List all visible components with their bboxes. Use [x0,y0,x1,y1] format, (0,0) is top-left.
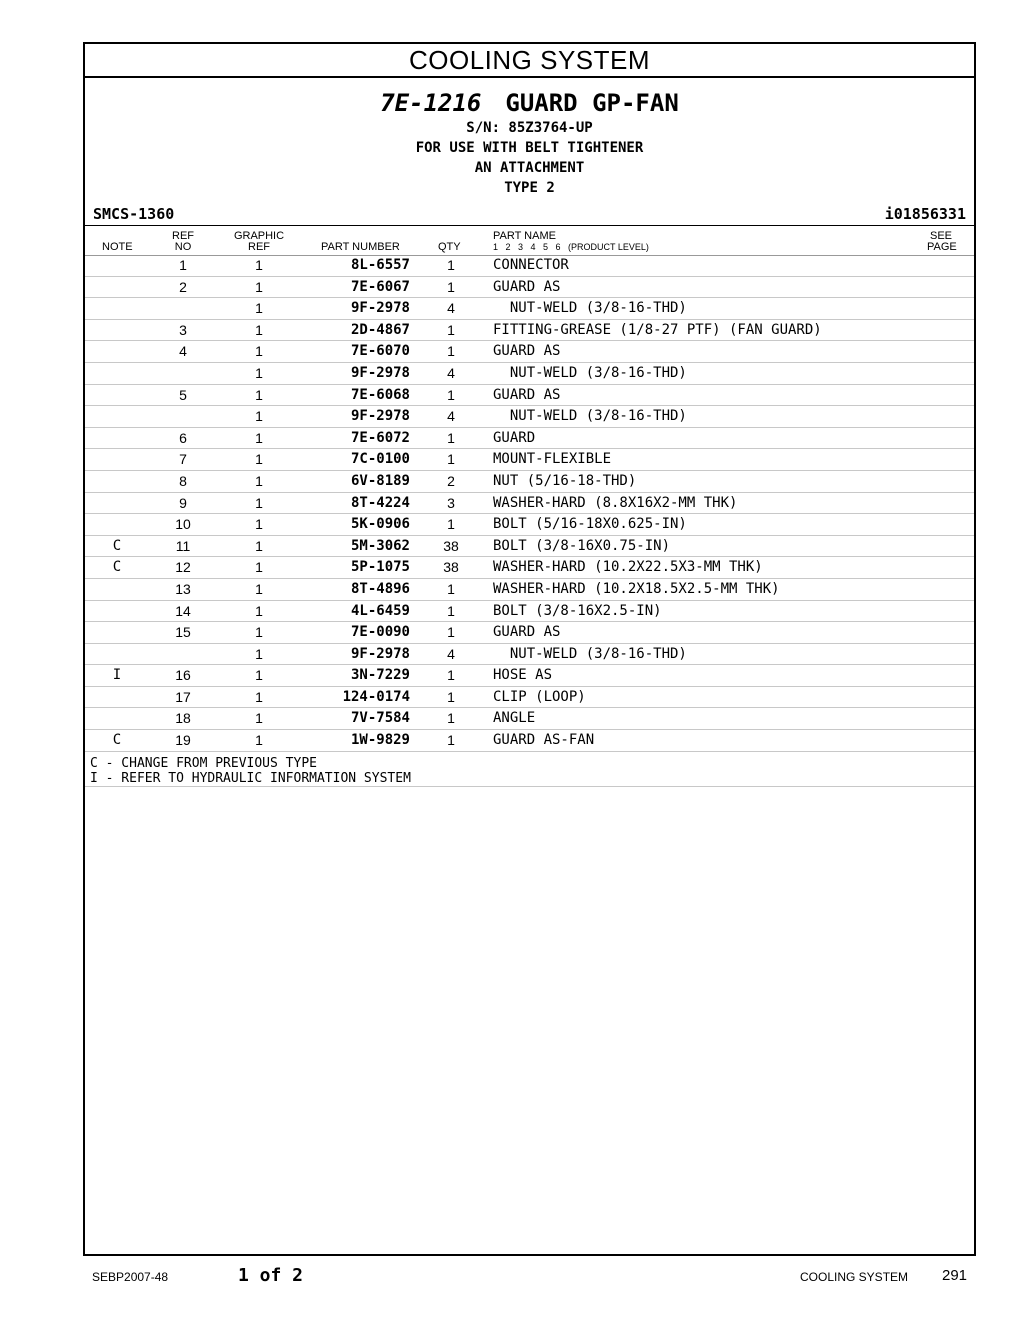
table-row [85,536,974,558]
table-row [85,428,974,450]
part-note: C [112,732,122,749]
smcs-code: SMCS-1360 [93,205,175,223]
quantity: 1 [447,710,455,727]
ref-number: 13 [175,580,191,597]
part-number: 5M-3062 [350,537,410,554]
table-row [85,514,974,536]
footer-section: COOLING SYSTEM [800,1270,909,1284]
quantity: 3 [447,494,455,511]
table-row [85,665,974,687]
type-line: TYPE 2 [504,180,555,196]
ref-number: 19 [175,732,191,749]
quantity: 2 [447,472,455,489]
group-title [85,88,974,118]
table-row [85,385,974,407]
part-name: ANGLE [493,710,536,727]
group-name: GUARD GP-FAN [505,89,679,117]
page-footer [0,1262,1020,1292]
graphic-ref: 1 [255,300,263,317]
part-number: 4L-6459 [350,602,410,619]
graphic-ref: 1 [255,516,263,533]
quantity: 1 [447,602,455,619]
part-name: GUARD AS [493,624,561,641]
page-number: 291 [942,1267,968,1284]
table-row [85,449,974,471]
graphic-ref: 1 [255,386,263,403]
part-number: 9F-2978 [350,300,410,317]
quantity: 1 [447,257,455,273]
part-number: 2D-4867 [350,321,410,338]
usage-line: FOR USE WITH BELT TIGHTENER [415,140,644,156]
part-name: GUARD AS-FAN [493,732,595,749]
ref-number: 14 [175,602,191,619]
graphic-ref: 1 [255,278,263,295]
ref-number: 9 [179,494,187,511]
part-number: 8T-4224 [350,494,410,511]
graphic-ref: 1 [255,667,263,684]
page-of: 1 of 2 [238,1265,304,1286]
quantity: 4 [447,300,455,317]
part-number: 7E-0090 [350,624,410,641]
ref-number: 2 [179,278,187,295]
quantity: 1 [447,732,455,749]
graphic-ref: 1 [255,537,263,554]
note-refer: I - REFER TO HYDRAULIC INFORMATION SYSTEM [90,770,411,786]
ref-number: 3 [179,321,187,338]
ref-number: 5 [179,386,187,403]
part-number: 1W-9829 [350,732,410,749]
part-number: 9F-2978 [350,364,410,381]
graphic-ref: 1 [255,472,263,489]
table-row [85,341,974,363]
quantity: 1 [447,321,455,338]
graphic-ref: 1 [255,645,263,662]
part-name: NUT-WELD (3/8-16-THD) [493,408,687,425]
quantity: 38 [443,537,459,554]
col-see-line1: SEE [929,230,952,242]
part-number: 124-0174 [342,688,410,705]
table-row [85,363,974,385]
quantity: 1 [447,580,455,597]
part-number: 8L-6557 [350,257,410,273]
col-part-name: PART NAME [493,230,556,242]
quantity: 1 [447,667,455,684]
col-part-number: PART NUMBER [321,241,400,253]
graphic-ref: 1 [255,364,263,381]
col-ref-line2: NO [174,241,192,253]
note-change: C - CHANGE FROM PREVIOUS TYPE [90,755,317,771]
part-number: 9F-2978 [350,645,410,662]
graphic-ref: 1 [255,624,263,641]
table-row [85,557,974,579]
graphic-ref: 1 [255,732,263,749]
graphic-ref: 1 [255,580,263,597]
col-qty: QTY [438,241,461,253]
attachment-line: AN ATTACHMENT [474,160,585,176]
part-name: WASHER-HARD (10.2X22.5X3-MM THK) [493,559,763,576]
part-name: FITTING-GREASE (1/8-27 PTF) (FAN GUARD) [493,321,822,338]
graphic-ref: 1 [255,688,263,705]
graphic-ref: 1 [255,408,263,425]
col-see-line2: PAGE [927,241,957,253]
graphic-ref: 1 [255,343,263,360]
quantity: 1 [447,624,455,641]
part-name: BOLT (3/8-16X0.75-IN) [493,537,671,554]
col-graphic-line2: REF [248,241,270,253]
quantity: 1 [447,343,455,360]
part-name: HOSE AS [493,667,553,684]
quantity: 4 [447,408,455,425]
part-name: WASHER-HARD (10.2X18.5X2.5-MM THK) [493,580,780,597]
part-number: 7E-6067 [350,278,410,295]
part-number: 7C-0100 [350,451,410,468]
table-row [85,493,974,515]
col-ref-line1: REF [172,230,194,242]
part-name: NUT-WELD (3/8-16-THD) [493,645,687,662]
document-id: SEBP2007-48 [92,1270,169,1284]
ref-number: 17 [175,688,191,705]
ref-number: 10 [175,516,191,533]
part-name: MOUNT-FLEXIBLE [493,451,612,468]
ref-number: 7 [179,451,187,468]
graphic-ref: 1 [255,321,263,338]
section-title: COOLING SYSTEM [85,44,974,78]
col-note: NOTE [102,241,133,253]
part-name: GUARD AS [493,386,561,403]
graphic-ref: 1 [255,451,263,468]
quantity: 1 [447,386,455,403]
column-header [85,225,974,256]
part-number: 9F-2978 [350,408,410,425]
ref-number: 8 [179,472,187,489]
table-row [85,644,974,666]
part-number: 6V-8189 [350,472,410,489]
page-frame [83,42,976,1256]
part-number: 5K-0906 [350,516,410,533]
quantity: 1 [447,451,455,468]
part-name: NUT-WELD (3/8-16-THD) [493,364,687,381]
ref-number: 1 [179,257,187,273]
quantity: 4 [447,364,455,381]
ref-number: 15 [175,624,191,641]
part-name: CONNECTOR [493,257,569,273]
ref-number: 11 [175,537,191,554]
table-row [85,579,974,601]
col-product-level: 1 2 3 4 5 6 (PRODUCT LEVEL) [493,242,649,252]
table-row [85,255,974,277]
part-number: 7E-6068 [350,386,410,403]
part-note: C [112,537,122,554]
table-row [85,298,974,320]
illustration-id: i01856331 [884,205,966,223]
graphic-ref: 1 [255,602,263,619]
ref-number: 18 [175,710,191,727]
graphic-ref: 1 [255,494,263,511]
ref-number: 12 [175,559,191,576]
part-number: 7V-7584 [350,710,410,727]
part-number: 5P-1075 [350,559,410,576]
group-number: 7E-1216 [380,89,482,117]
table-row [85,406,974,428]
part-name: NUT (5/16-18-THD) [493,472,637,489]
table-row [85,708,974,730]
part-note: I [112,667,122,684]
part-name: GUARD [493,429,536,446]
part-note: C [112,559,122,576]
graphic-ref: 1 [255,559,263,576]
quantity: 1 [447,516,455,533]
part-number: 7E-6070 [350,343,410,360]
part-name: NUT-WELD (3/8-16-THD) [493,300,687,317]
parts-table [85,255,974,787]
table-row [85,622,974,644]
part-number: 8T-4896 [350,580,410,597]
col-graphic-line1: GRAPHIC [233,230,285,242]
part-name: WASHER-HARD (8.8X16X2-MM THK) [493,494,738,511]
part-name: BOLT (5/16-18X0.625-IN) [493,516,687,533]
table-row [85,601,974,623]
part-name: BOLT (3/8-16X2.5-IN) [493,602,662,619]
ref-number: 4 [179,343,187,360]
graphic-ref: 1 [255,710,263,727]
group-header [85,88,974,198]
quantity: 1 [447,688,455,705]
ref-number: 6 [179,429,187,446]
notes-block [85,752,974,787]
part-name: GUARD AS [493,278,561,295]
table-row [85,320,974,342]
table-row [85,730,974,752]
part-name: CLIP (LOOP) [493,688,586,705]
ref-number: 16 [175,667,191,684]
part-name: GUARD AS [493,343,561,360]
graphic-ref: 1 [255,257,263,273]
quantity: 1 [447,429,455,446]
table-row [85,471,974,493]
table-row [85,277,974,299]
quantity: 4 [447,645,455,662]
quantity: 38 [443,559,459,576]
serial-range: S/N: 85Z3764-UP [466,120,593,136]
part-number: 3N-7229 [350,667,410,684]
quantity: 1 [447,278,455,295]
part-number: 7E-6072 [350,429,410,446]
graphic-ref: 1 [255,429,263,446]
table-row [85,687,974,709]
